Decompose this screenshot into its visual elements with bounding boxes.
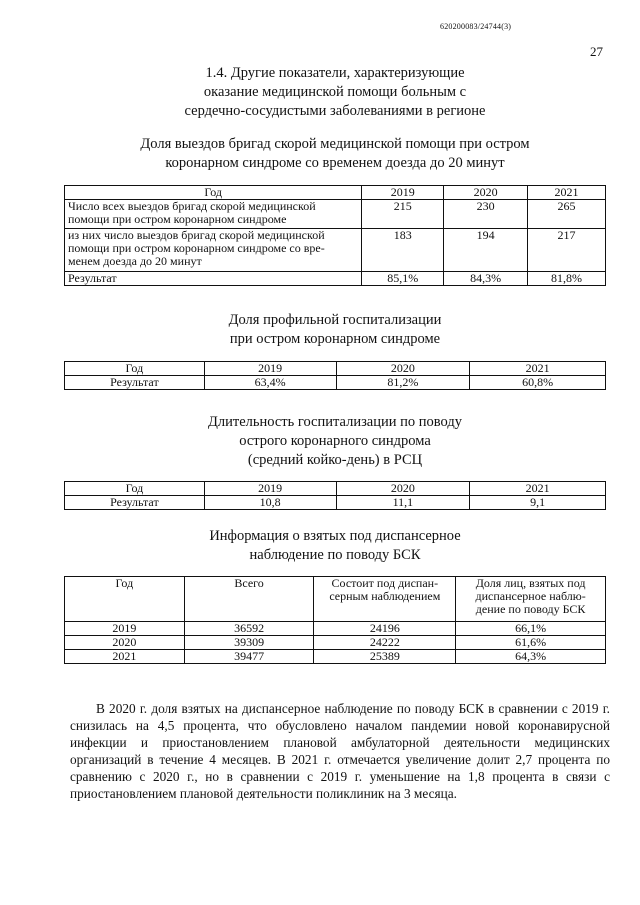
value-cell: 63,4% [204,376,336,390]
ambulance-table [64,185,606,286]
value-cell: 81,2% [336,376,470,390]
header-cell-line: диспансерное наблю- [475,589,586,603]
header-cell [456,577,606,622]
table3-title-line: Длительность госпитализации по поводу [207,414,463,430]
header-cell: 2019 [362,186,444,200]
header-cell: 2021 [528,186,606,200]
header-cell: 2021 [470,482,606,496]
value-cell: 81,8% [528,272,606,286]
row-label [65,200,362,229]
value-cell: 84,3% [444,272,528,286]
header-cell: Год [65,362,205,376]
value-cell: 194 [444,229,528,272]
table1-title-line: Доля выездов бригад скорой медицинской помощи при остром [140,136,530,152]
table3-title [60,413,610,470]
header-cell: Год [65,577,185,622]
table1-title [60,135,610,173]
table-header-row [65,577,606,622]
value-cell: 217 [528,229,606,272]
row-label-line: Число всех выездов бригад скорой медицинской [68,199,316,213]
row-label-line: помощи при остром коронарном синдроме со вре- [68,241,325,255]
value-cell: 215 [362,200,444,229]
section-title [60,64,610,121]
table-row [65,376,606,390]
value-cell: 183 [362,229,444,272]
value-cell: 39309 [184,636,314,650]
row-label-line: помощи при остром коронарном синдроме [68,212,287,226]
table2-title [60,311,610,349]
value-cell: 60,8% [470,376,606,390]
hospitalization-table [64,361,606,390]
document-code: 620200083/24744(3) [440,22,512,31]
value-cell: 64,3% [456,650,606,664]
row-label: Результат [65,496,205,510]
table2-title-line: при остром коронарном синдроме [229,331,441,347]
table-header-row [65,186,606,200]
table1-title-line: коронарном синдроме со временем доезда до 20 минут [165,155,505,171]
table4-title-line: наблюдение по поводу БСК [249,547,421,563]
table3-title-line: острого коронарного синдрома [239,433,431,449]
table-header-row [65,482,606,496]
value-cell: 66,1% [456,622,606,636]
row-label-line: из них число выездов бригад скорой медицинской [68,228,325,242]
row-label-line: менем доезда до 20 минут [68,254,202,268]
value-cell: 36592 [184,622,314,636]
table-row [65,200,606,229]
body-paragraph: В 2020 г. доля взятых на диспансерное наблюдение по поводу БСК в сравнении с 2019 г. снизилась на 4,5 процента, что обусловлено началом пандемии новой коронавирусной инфекции и приостановлением плановой амбулаторной деятельности медицинских организаций в течение 4 месяцев. В 2021 г. отмечается увеличение долит 2,7 процента по сравнению с 2020 г., но в сравнении с 2019 г. уменьшение на 1,8 процента в связи с приостановлением плановой деятельности поликлиник на 3 месяца. [70,701,610,802]
section-title-line: оказание медицинской помощи больным с [203,84,467,100]
page-number: 27 [590,44,603,59]
value-cell: 85,1% [362,272,444,286]
table3-title-line: (средний койко-день) в РСЦ [247,452,423,468]
table-row [65,650,606,664]
header-cell: Год [65,186,362,200]
value-cell: 11,1 [336,496,470,510]
header-cell: 2019 [204,362,336,376]
header-cell-line: Состоит под диспан- [331,576,439,590]
section-title-line: сердечно-сосудистыми заболеваниями в регионе [184,103,486,119]
year-cell: 2020 [65,636,185,650]
header-cell [314,577,456,622]
table-row [65,636,606,650]
row-label: Результат [65,376,205,390]
value-cell: 9,1 [470,496,606,510]
header-cell: 2020 [336,362,470,376]
value-cell: 10,8 [204,496,336,510]
header-cell-line: серным наблюдением [329,589,441,603]
header-cell: 2021 [470,362,606,376]
value-cell: 24196 [314,622,456,636]
header-cell-line: дение по поводу БСК [475,602,586,616]
header-cell: Год [65,482,205,496]
value-cell: 61,6% [456,636,606,650]
bed-day-table [64,481,606,510]
value-cell: 24222 [314,636,456,650]
table-row [65,272,606,286]
year-cell: 2021 [65,650,185,664]
table-row [65,622,606,636]
table2-title-line: Доля профильной госпитализации [228,312,442,328]
dispensary-table [64,576,606,664]
header-cell: 2020 [444,186,528,200]
table4-title [60,527,610,565]
year-cell: 2019 [65,622,185,636]
header-cell: Всего [184,577,314,622]
value-cell: 39477 [184,650,314,664]
table4-title-line: Информация о взятых под диспансерное [209,528,461,544]
section-title-line: 1.4. Другие показатели, характеризующие [205,65,465,81]
row-label [65,229,362,272]
table-row [65,229,606,272]
value-cell: 25389 [314,650,456,664]
header-cell: 2019 [204,482,336,496]
header-cell-line: Доля лиц, взятых под [475,576,586,590]
table-header-row [65,362,606,376]
row-label: Результат [65,272,362,286]
table-row [65,496,606,510]
header-cell: 2020 [336,482,470,496]
value-cell: 230 [444,200,528,229]
value-cell: 265 [528,200,606,229]
